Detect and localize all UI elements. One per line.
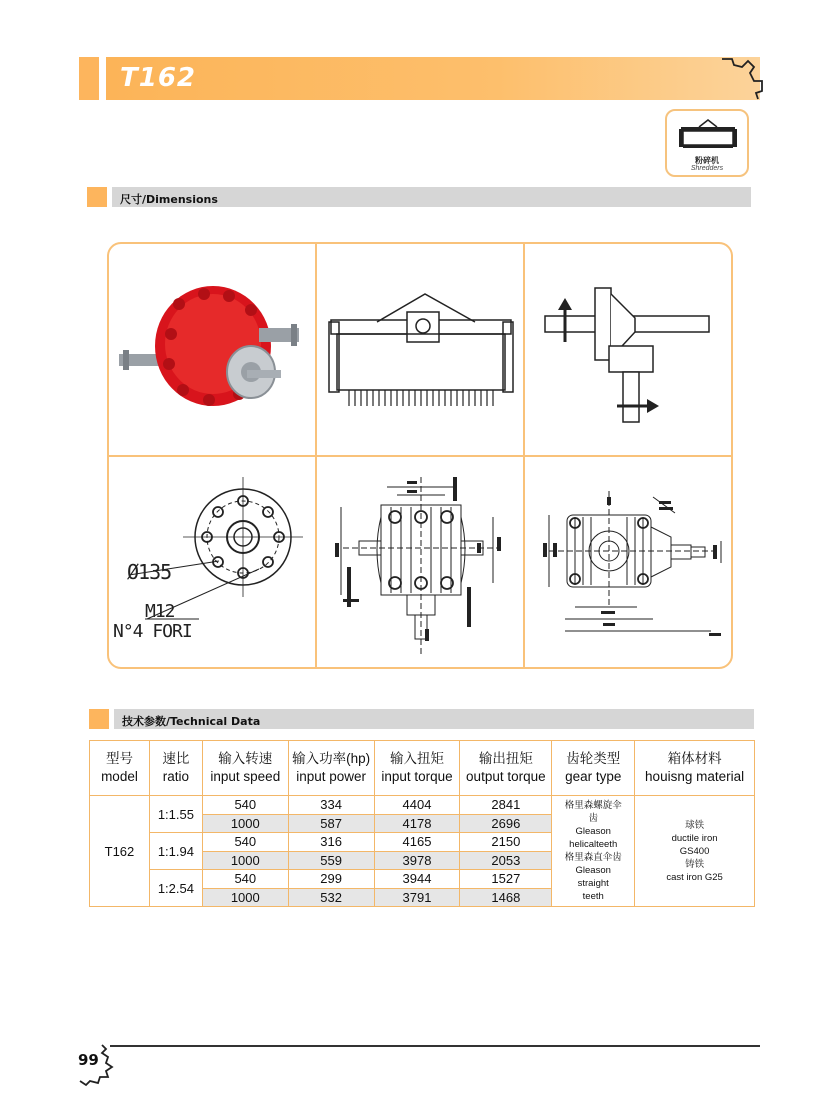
footer-rule [110, 1045, 760, 1047]
header-input-torque: 输入扭矩 input torque [374, 741, 460, 796]
power-cell: 532 [288, 888, 374, 907]
output-torque-cell: 1527 [460, 870, 552, 889]
input-torque-cell: 4165 [374, 833, 460, 852]
holes-label: N°4 FORI [113, 621, 192, 642]
output-torque-cell: 2150 [460, 833, 552, 852]
page-title: T162 [120, 63, 197, 93]
table-header-row [90, 741, 755, 796]
input-torque-cell: 3791 [374, 888, 460, 907]
power-cell: 299 [288, 870, 374, 889]
gear-type-cell: 格里森螺旋伞 齿 Gleason helicalteeth 格里森直伞齿 Gleason straight teeth [552, 796, 635, 907]
dimensions-panel [107, 242, 733, 669]
header-gear-type: 齿轮类型 gear type [552, 741, 635, 796]
speed-cell: 1000 [202, 851, 288, 870]
gear-icon [718, 55, 766, 101]
header-output-torque: 输出扭矩 output torque [460, 741, 552, 796]
speed-cell: 1000 [202, 814, 288, 833]
title-bar [106, 57, 760, 100]
power-cell: 587 [288, 814, 374, 833]
header-model: 型号 model [90, 741, 150, 796]
section-marker [87, 187, 107, 207]
gearbox-photo [109, 244, 315, 455]
category-cn: 粉碎机 [695, 156, 719, 165]
output-torque-cell: 2053 [460, 851, 552, 870]
speed-cell: 540 [202, 833, 288, 852]
ratio-cell: 1:2.54 [149, 870, 202, 907]
output-torque-cell: 2696 [460, 814, 552, 833]
output-torque-cell: 2841 [460, 796, 552, 815]
input-torque-cell: 3978 [374, 851, 460, 870]
header-input-power: 输入功率(hp) input power [288, 741, 374, 796]
side-view-drawing [525, 457, 733, 669]
section-marker [89, 709, 109, 729]
header-housing-material: 箱体材料 houisng material [635, 741, 755, 796]
header-input-speed: 输入转速 input speed [202, 741, 288, 796]
technical-heading: 技术参数/Technical Data [122, 715, 261, 728]
input-torque-cell: 4178 [374, 814, 460, 833]
flange-drawing [109, 457, 315, 669]
input-torque-cell: 4404 [374, 796, 460, 815]
technical-data-table [89, 740, 755, 907]
speed-cell: 540 [202, 870, 288, 889]
ratio-cell: 1:1.55 [149, 796, 202, 833]
dimensions-heading: 尺寸/Dimensions [120, 193, 218, 206]
page-number: 99 [78, 1051, 99, 1069]
speed-cell: 540 [202, 796, 288, 815]
model-cell: T162 [90, 796, 150, 907]
category-badge [665, 109, 749, 177]
header-ratio: 速比 ratio [149, 741, 202, 796]
rotation-schematic [525, 244, 733, 455]
power-cell: 316 [288, 833, 374, 852]
title-accent-block [79, 57, 99, 100]
speed-cell: 1000 [202, 888, 288, 907]
power-cell: 334 [288, 796, 374, 815]
material-cell: 球铁 ductile iron GS400 铸铁 cast iron G25 [635, 796, 755, 907]
front-view-drawing [317, 457, 523, 669]
shredder-icon [677, 117, 739, 153]
ratio-cell: 1:1.94 [149, 833, 202, 870]
shredder-diagram [317, 244, 523, 455]
table-row [90, 796, 755, 815]
flange-diameter-label: Ø135 [127, 560, 172, 584]
bolt-label: M12 [145, 601, 175, 622]
output-torque-cell: 1468 [460, 888, 552, 907]
power-cell: 559 [288, 851, 374, 870]
input-torque-cell: 3944 [374, 870, 460, 889]
category-en: Shredders [690, 165, 724, 172]
